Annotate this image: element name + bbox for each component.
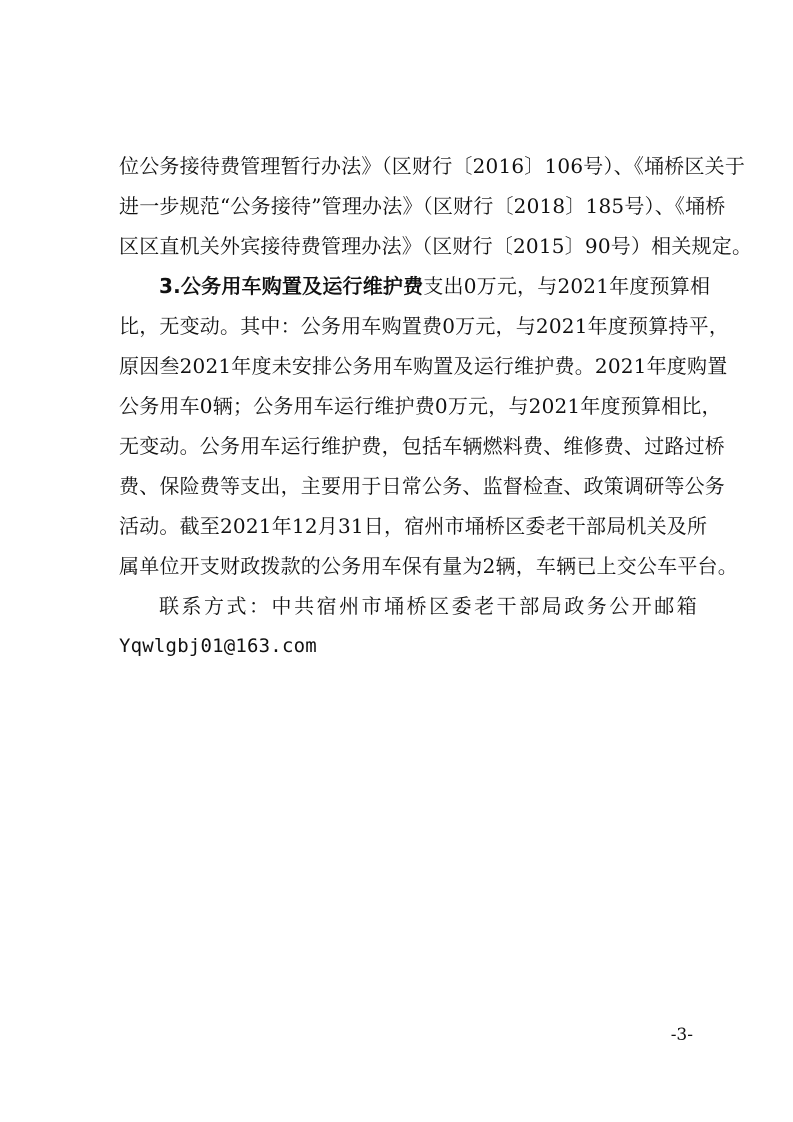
page-number: -3- — [670, 1025, 693, 1045]
section-heading: 3.公务用车购置及运行维护费 — [159, 274, 424, 298]
text-line: 公务用车0辆；公务用车运行维护费0万元，与2021年度预算相比， — [119, 394, 722, 418]
document-body — [119, 146, 753, 666]
text-line: 无变动。公务用车运行维护费，包括车辆燃料费、维修费、过路过桥 — [119, 434, 725, 458]
text-line — [119, 266, 711, 306]
text-line: 进一步规范“公务接待”管理办法》（区财行〔2018〕185号）、《埇桥 — [119, 194, 726, 218]
text-line: 比，无变动。其中：公务用车购置费0万元，与2021年度预算持平， — [119, 314, 730, 338]
paragraph-reception-rules — [119, 146, 753, 266]
text-line: 区区直机关外宾接待费管理办法》（区财行〔2015〕90号）相关规定。 — [119, 234, 753, 258]
text-line: 活动。截至2021年12月31日，宿州市埇桥区委老干部局机关及所 — [119, 514, 708, 538]
text-line: 原因叁2021年度未安排公务用车购置及运行维护费。2021年度购置 — [119, 354, 728, 378]
paragraph-contact — [119, 586, 697, 666]
text-line: 属单位开支财政拨款的公务用车保有量为2辆，车辆已上交公车平台。 — [119, 554, 738, 578]
paragraph-vehicle-expenses — [119, 266, 738, 586]
text-line: 费、保险费等支出，主要用于日常公务、监督检查、政策调研等公务 — [119, 474, 725, 498]
contact-email: Yqwlgbj01@163.com — [119, 635, 317, 657]
text-line: 位公务接待费管理暂行办法》（区财行〔2016〕106号）、《埇桥区关于 — [119, 154, 746, 178]
text-span: 支出0万元，与2021年度预算相 — [423, 274, 711, 298]
contact-label: 联系方式：中共宿州市埇桥区委老干部局政务公开邮箱 — [159, 594, 697, 618]
